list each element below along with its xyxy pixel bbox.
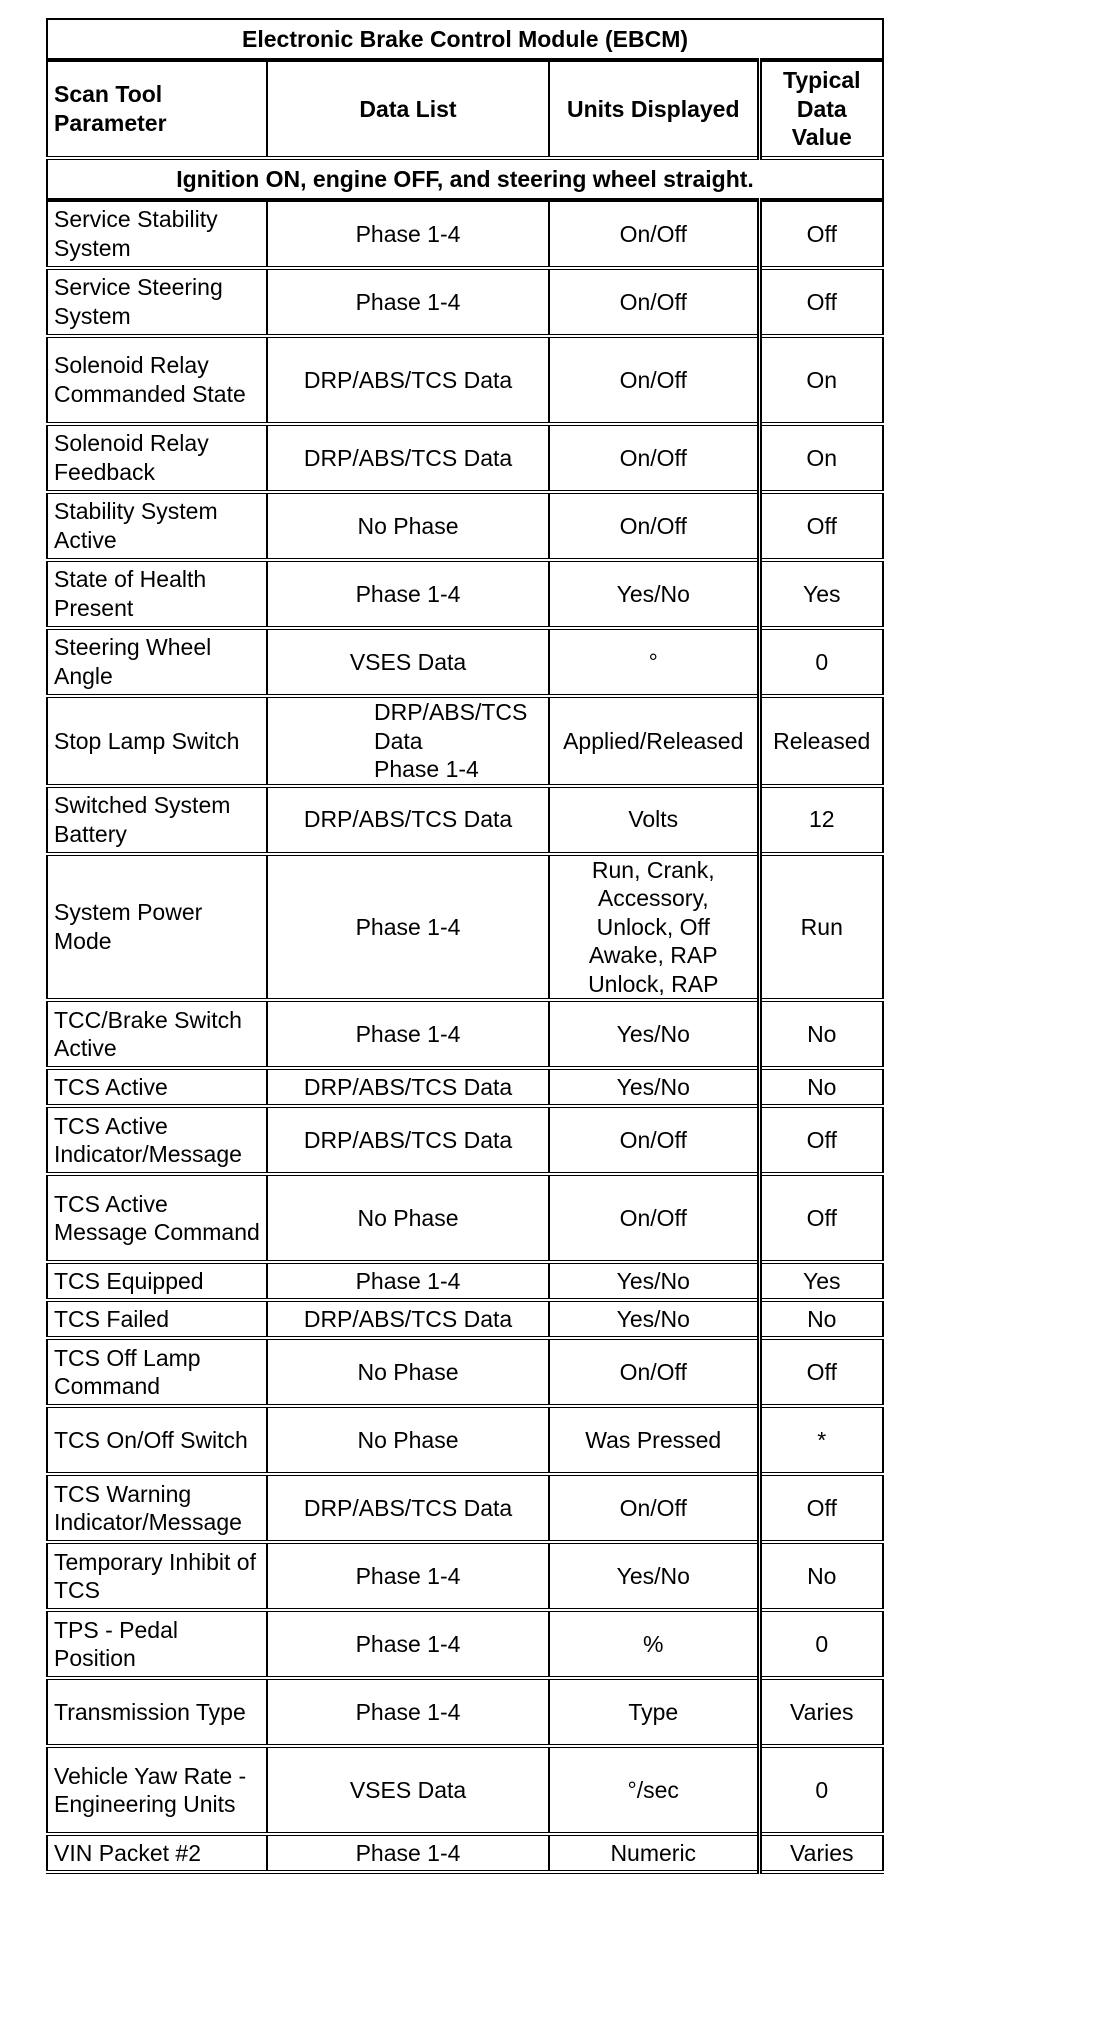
cell-scan-tool-parameter: TCS Equipped <box>47 1262 267 1300</box>
cell-scan-tool-parameter: Stability System Active <box>47 492 267 560</box>
cell-data-list: Phase 1-4 <box>267 268 549 336</box>
cell-data-list: DRP/ABS/TCS Data <box>267 336 549 424</box>
header-data-list: Data List <box>267 60 549 158</box>
cell-units-displayed: Yes/No <box>549 1542 759 1610</box>
cell-scan-tool-parameter: State of Health Present <box>47 560 267 628</box>
cell-units-displayed: On/Off <box>549 492 759 560</box>
table-row <box>47 786 883 854</box>
cell-units-displayed: ° <box>549 628 759 696</box>
table-row <box>47 628 883 696</box>
cell-units-displayed: Applied/Released <box>549 696 759 786</box>
cell-typical-data-value: Off <box>759 1338 883 1406</box>
cell-scan-tool-parameter: TCS Active <box>47 1068 267 1106</box>
cell-typical-data-value: Yes <box>759 1262 883 1300</box>
cell-data-list: No Phase <box>267 1174 549 1262</box>
cell-units-displayed: On/Off <box>549 1338 759 1406</box>
cell-scan-tool-parameter: TCS On/Off Switch <box>47 1406 267 1474</box>
table-row <box>47 1406 883 1474</box>
cell-units-displayed: Type <box>549 1678 759 1746</box>
cell-units-displayed: Numeric <box>549 1834 759 1872</box>
cell-data-list: Phase 1-4 <box>267 1610 549 1678</box>
cell-units-displayed: % <box>549 1610 759 1678</box>
cell-typical-data-value: No <box>759 1300 883 1338</box>
cell-data-list: Phase 1-4 <box>267 1542 549 1610</box>
table-row <box>47 560 883 628</box>
cell-data-list: Phase 1-4 <box>267 1678 549 1746</box>
cell-typical-data-value: 12 <box>759 786 883 854</box>
cell-scan-tool-parameter: Solenoid Relay Feedback <box>47 424 267 492</box>
cell-typical-data-value: Off <box>759 1174 883 1262</box>
table-row <box>47 854 883 1001</box>
cell-data-list: Phase 1-4 <box>267 200 549 268</box>
table-row <box>47 1068 883 1106</box>
table-row <box>47 1300 883 1338</box>
cell-scan-tool-parameter: Switched System Battery <box>47 786 267 854</box>
cell-typical-data-value: 0 <box>759 628 883 696</box>
table-row <box>47 1542 883 1610</box>
table-row <box>47 1474 883 1542</box>
table-row <box>47 200 883 268</box>
cell-scan-tool-parameter: Temporary Inhibit of TCS <box>47 1542 267 1610</box>
cell-units-displayed: On/Off <box>549 1106 759 1174</box>
cell-typical-data-value: Off <box>759 1474 883 1542</box>
cell-typical-data-value: Yes <box>759 560 883 628</box>
table-body <box>47 200 883 1872</box>
cell-data-list: DRP/ABS/TCS Data <box>267 1474 549 1542</box>
cell-data-list: DRP/ABS/TCS Data <box>267 1106 549 1174</box>
table-row <box>47 1106 883 1174</box>
table-row <box>47 336 883 424</box>
cell-units-displayed: Yes/No <box>549 560 759 628</box>
cell-typical-data-value: Varies <box>759 1678 883 1746</box>
cell-units-displayed: On/Off <box>549 200 759 268</box>
cell-data-list: DRP/ABS/TCS Data <box>267 786 549 854</box>
cell-scan-tool-parameter: Service Steering System <box>47 268 267 336</box>
table-row <box>47 492 883 560</box>
cell-data-list: Phase 1-4 <box>267 1834 549 1872</box>
cell-data-list: Phase 1-4 <box>267 854 549 1001</box>
table-row <box>47 1000 883 1068</box>
cell-units-displayed: Yes/No <box>549 1262 759 1300</box>
cell-units-displayed: On/Off <box>549 336 759 424</box>
table-row <box>47 1678 883 1746</box>
table-row <box>47 1262 883 1300</box>
cell-scan-tool-parameter: TCS Warning Indicator/Message <box>47 1474 267 1542</box>
cell-units-displayed: On/Off <box>549 1474 759 1542</box>
cell-units-displayed: On/Off <box>549 424 759 492</box>
cell-typical-data-value: On <box>759 336 883 424</box>
cell-data-list: Phase 1-4 <box>267 1262 549 1300</box>
cell-units-displayed: Volts <box>549 786 759 854</box>
cell-typical-data-value: On <box>759 424 883 492</box>
cell-scan-tool-parameter: TPS - Pedal Position <box>47 1610 267 1678</box>
cell-units-displayed: Was Pressed <box>549 1406 759 1474</box>
cell-scan-tool-parameter: Steering Wheel Angle <box>47 628 267 696</box>
cell-data-list: No Phase <box>267 492 549 560</box>
cell-scan-tool-parameter: Transmission Type <box>47 1678 267 1746</box>
cell-units-displayed: Yes/No <box>549 1000 759 1068</box>
cell-scan-tool-parameter: System Power Mode <box>47 854 267 1001</box>
cell-units-displayed: °/sec <box>549 1746 759 1834</box>
table-row <box>47 268 883 336</box>
cell-data-list: No Phase <box>267 1338 549 1406</box>
cell-scan-tool-parameter: TCS Failed <box>47 1300 267 1338</box>
cell-typical-data-value: Off <box>759 1106 883 1174</box>
cell-data-list: No Phase <box>267 1406 549 1474</box>
cell-scan-tool-parameter: Vehicle Yaw Rate - Engineering Units <box>47 1746 267 1834</box>
cell-scan-tool-parameter: TCS Active Indicator/Message <box>47 1106 267 1174</box>
cell-data-list: VSES Data <box>267 628 549 696</box>
cell-data-list: DRP/ABS/TCS Data <box>267 424 549 492</box>
cell-typical-data-value: No <box>759 1542 883 1610</box>
table-row <box>47 424 883 492</box>
cell-data-list: DRP/ABS/TCS Data <box>267 1068 549 1106</box>
cell-scan-tool-parameter: Solenoid Relay Commanded State <box>47 336 267 424</box>
table-title: Electronic Brake Control Module (EBCM) <box>47 19 883 60</box>
table-row <box>47 1174 883 1262</box>
header-scan-tool-parameter: Scan Tool Parameter <box>47 60 267 158</box>
cell-units-displayed: Yes/No <box>549 1068 759 1106</box>
cell-typical-data-value: No <box>759 1000 883 1068</box>
cell-scan-tool-parameter: TCC/Brake Switch Active <box>47 1000 267 1068</box>
cell-units-displayed: On/Off <box>549 268 759 336</box>
cell-units-displayed: Run, Crank, Accessory, Unlock, Off Awake, RAP Unlock, RAP <box>549 854 759 1001</box>
table-row <box>47 1746 883 1834</box>
cell-typical-data-value: 0 <box>759 1610 883 1678</box>
cell-scan-tool-parameter: TCS Active Message Command <box>47 1174 267 1262</box>
table-row <box>47 1338 883 1406</box>
cell-units-displayed: On/Off <box>549 1174 759 1262</box>
table-row <box>47 696 883 786</box>
cell-data-list: Phase 1-4 <box>267 1000 549 1068</box>
cell-typical-data-value: Released <box>759 696 883 786</box>
cell-scan-tool-parameter: Stop Lamp Switch <box>47 696 267 786</box>
cell-typical-data-value: No <box>759 1068 883 1106</box>
cell-typical-data-value: Off <box>759 492 883 560</box>
cell-typical-data-value: Varies <box>759 1834 883 1872</box>
cell-data-list: DRP/ABS/TCS Data Phase 1-4 <box>267 696 549 786</box>
cell-typical-data-value: Run <box>759 854 883 1001</box>
table-row <box>47 1610 883 1678</box>
ebcm-data-table <box>46 18 884 1874</box>
cell-data-list: DRP/ABS/TCS Data <box>267 1300 549 1338</box>
cell-data-list: Phase 1-4 <box>267 560 549 628</box>
cell-typical-data-value: Off <box>759 268 883 336</box>
cell-scan-tool-parameter: Service Stability System <box>47 200 267 268</box>
cell-data-list: VSES Data <box>267 1746 549 1834</box>
cell-typical-data-value: * <box>759 1406 883 1474</box>
condition-row: Ignition ON, engine OFF, and steering wheel straight. <box>47 158 883 200</box>
header-typical-data-value: Typical Data Value <box>759 60 883 158</box>
cell-typical-data-value: Off <box>759 200 883 268</box>
cell-typical-data-value: 0 <box>759 1746 883 1834</box>
cell-scan-tool-parameter: TCS Off Lamp Command <box>47 1338 267 1406</box>
cell-units-displayed: Yes/No <box>549 1300 759 1338</box>
header-units-displayed: Units Displayed <box>549 60 759 158</box>
table-row <box>47 1834 883 1872</box>
cell-scan-tool-parameter: VIN Packet #2 <box>47 1834 267 1872</box>
